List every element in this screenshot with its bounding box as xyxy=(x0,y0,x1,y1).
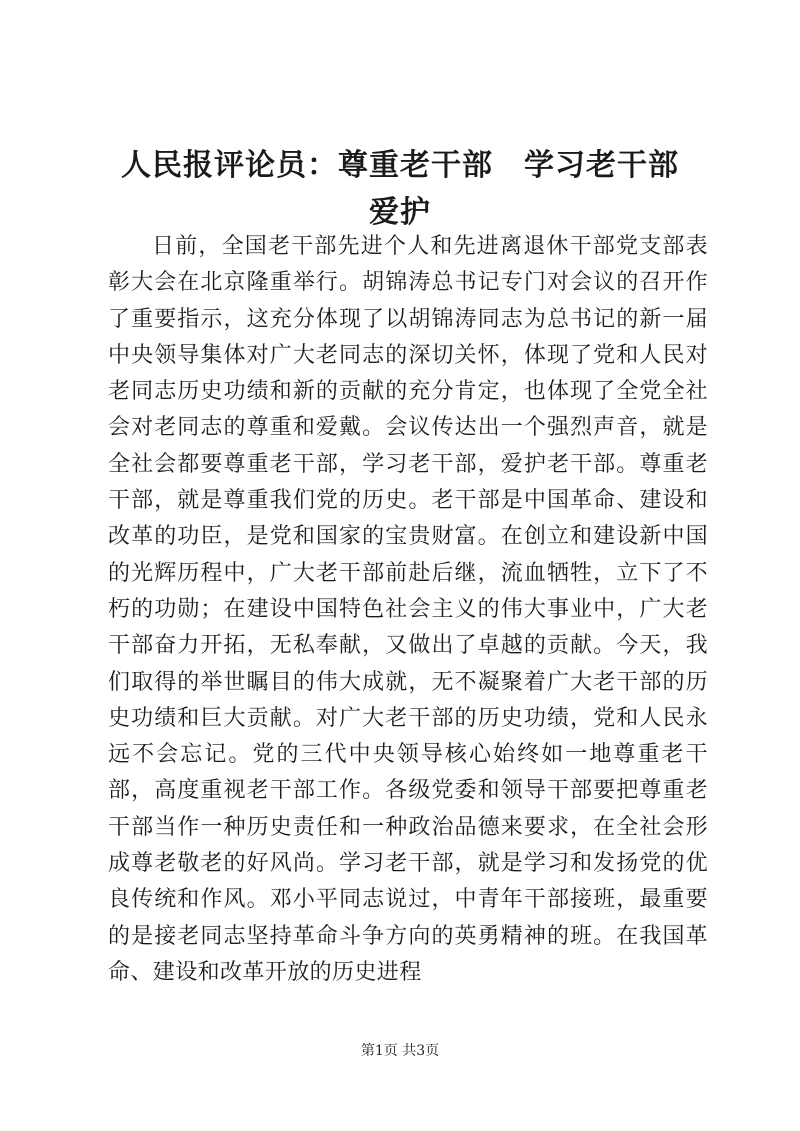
document-title: 人民报评论员：尊重老干部 学习老干部 爱护 xyxy=(121,148,710,230)
page-footer: 第1页 共3页 xyxy=(360,1043,440,1059)
body-paragraph: 日前，全国老干部先进个人和先进离退休干部党支部表彰大会在北京隆重举行。胡锦涛总书记专门对会议的召开作了重要指示，这充分体现了以胡锦涛同志为总书记的新一届中央领导集体对广大老同志的深切关怀，体现了党和人民对老同志历史功绩和新的贡献的充分肯定，也体现了全党全社会对老同志的尊重和爱戴。会议传达出一个强烈声音，就是全社会都要尊重老干部，学习老干部，爱护老干部。尊重老干部，就是尊重我们党的历史。老干部是中国革命、建设和改革的功臣，是党和国家的宝贵财富。在创立和建设新中国的光辉历程中，广大老干部前赴后继，流血牺牲，立下了不朽的功勋；在建设中国特色社会主义的伟大事业中，广大老干部奋力开拓，无私奉献，又做出了卓越的贡献。今天，我们取得的举世瞩目的伟大成就，无不凝聚着广大老干部的历史功绩和巨大贡献。对广大老干部的历史功绩，党和人民永远不会忘记。党的三代中央领导核心始终如一地尊重老干部，高度重视老干部工作。各级党委和领导干部要把尊重老干部当作一种历史责任和一种政治品德来要求，在全社会形成尊老敬老的好风尚。学习老干部，就是学习和发扬党的优良传统和作风。邓小平同志说过，中青年干部接班，最重要的是接老同志坚持革命斗争方向的英勇精神的班。在我国革命、建设和改革开放的历史进程 xyxy=(108,234,708,985)
